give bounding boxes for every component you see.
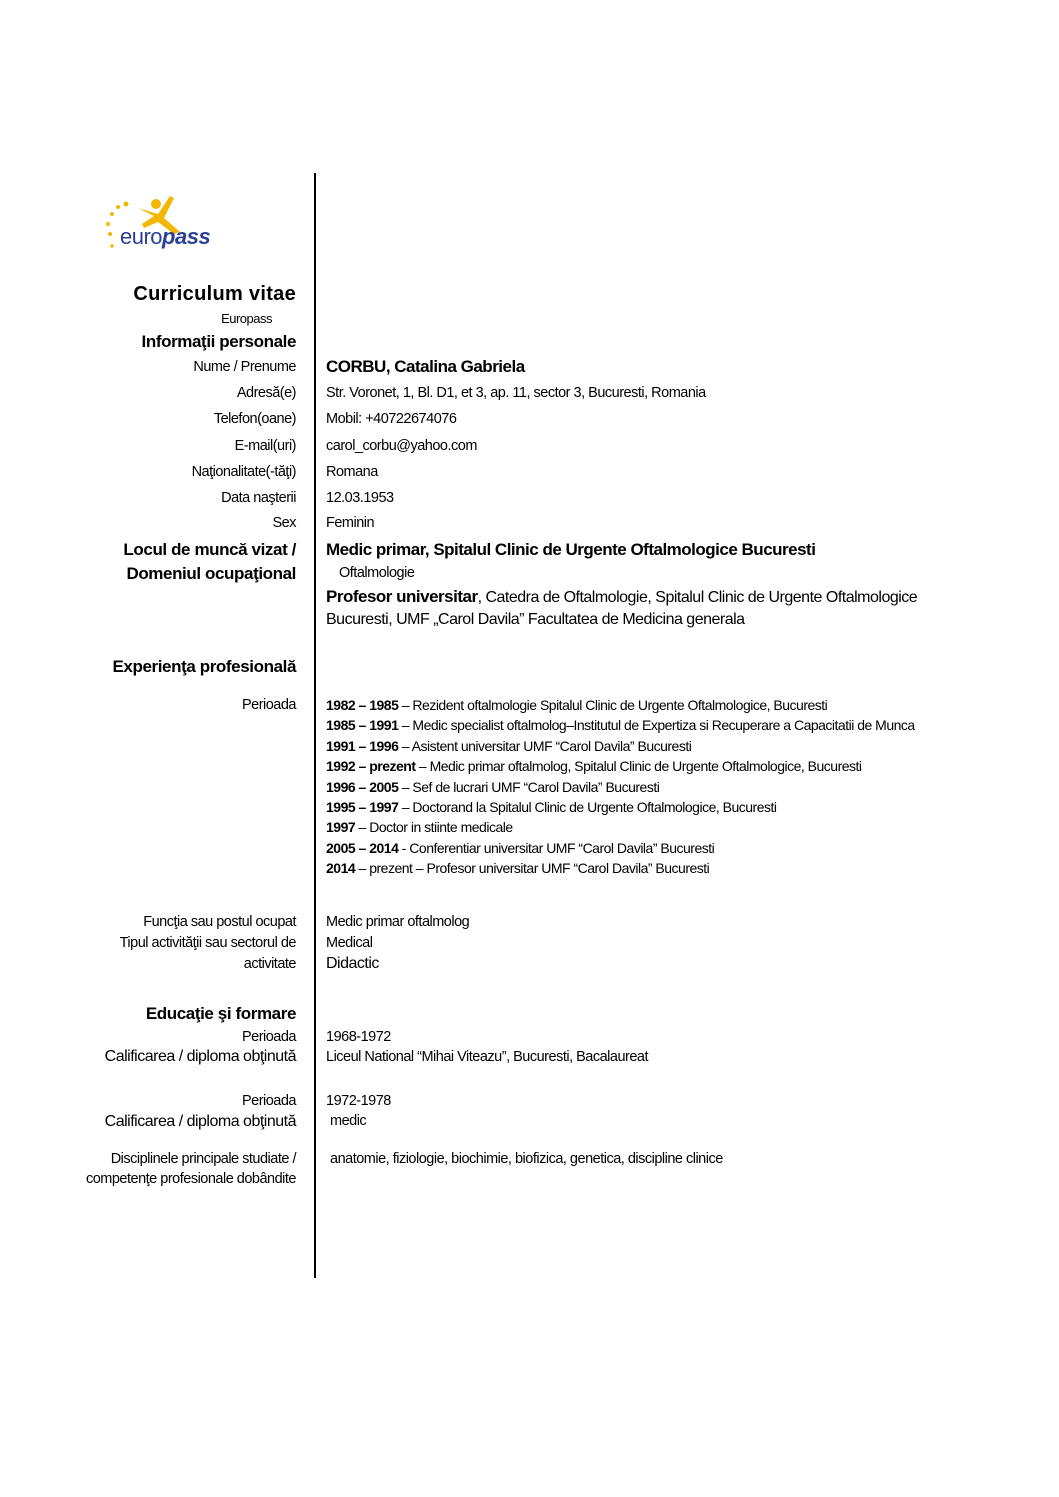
desired-job-label-1: Locul de muncă vizat / — [123, 540, 296, 559]
desired-job-line-4: Bucuresti, UMF „Carol Davila” Facultatea de Medicina generala — [326, 611, 745, 628]
experience-item — [326, 838, 915, 858]
desired-job-line-2: Oftalmologie — [339, 565, 415, 581]
sector-value-1: Medical — [326, 935, 373, 951]
phone-label: Telefon(oane) — [213, 411, 296, 427]
experience-item — [326, 736, 915, 756]
experience-years: 1996 – 2005 — [326, 778, 399, 795]
subjects-label-2: competenţe profesionale dobândite — [85, 1171, 296, 1187]
education-qualification-1: Liceul National “Mihai Viteazu”, Bucuresti, Bacalaureat — [326, 1049, 649, 1065]
column-divider — [314, 173, 316, 1278]
birth-value: 12.03.1953 — [326, 490, 394, 506]
experience-item — [326, 715, 915, 735]
education-period-2: 1972-1978 — [326, 1093, 391, 1109]
experience-description: – Sef de lucrari UMF “Carol Davila” Bucuresti — [398, 778, 660, 795]
experience-item — [326, 756, 915, 776]
address-value: Str. Voronet, 1, Bl. D1, et 3, ap. 11, sector 3, Bucuresti, Romania — [326, 385, 706, 401]
subjects-value: anatomie, fiziologie, biochimie, biofizica, genetica, discipline clinice — [330, 1151, 723, 1167]
name-label: Nume / Prenume — [193, 359, 296, 375]
experience-period-label: Perioada — [241, 697, 296, 713]
name-value: CORBU, Catalina Gabriela — [326, 357, 525, 376]
education-qualification-label-2: Calificarea / diploma obţinută — [104, 1113, 296, 1130]
experience-years: 1982 – 1985 — [326, 697, 399, 713]
position-value: Medic primar oftalmolog — [326, 914, 470, 930]
section-experience-heading: Experienţa profesională — [112, 657, 296, 676]
education-period-label-1: Perioada — [241, 1029, 296, 1045]
experience-item — [326, 817, 915, 837]
desired-job-line-1: Medic primar, Spitalul Clinic de Urgente Oftalmologice Bucuresti — [326, 540, 816, 559]
nationality-label: Naţionalitate(-tăţi) — [191, 464, 296, 480]
experience-years: 2014 — [326, 860, 356, 877]
education-period-1: 1968-1972 — [326, 1029, 391, 1045]
experience-description: – Medic primar oftalmolog, Spitalul Clinic de Urgente Oftalmologice, Bucuresti — [415, 758, 862, 775]
sector-label-2: activitate — [243, 956, 296, 972]
position-label: Funcţia sau postul ocupat — [143, 914, 296, 930]
address-label: Adresă(e) — [236, 385, 296, 401]
experience-years: 1995 – 1997 — [326, 799, 399, 816]
education-qualification-2: medic — [330, 1113, 367, 1129]
experience-years: 2005 – 2014 — [326, 839, 399, 856]
experience-description: – Medic specialist oftalmolog–Institutul de Expertiza si Recuperare a Capacitatii de Munca — [398, 717, 915, 734]
sector-label-1: Tipul activităţii sau sectorul de — [119, 935, 296, 951]
phone-value: Mobil: +40722674076 — [326, 411, 457, 427]
desired-job-title: Profesor universitar — [326, 587, 478, 606]
experience-item — [326, 777, 915, 797]
education-qualification-label-1: Calificarea / diploma obţinută — [104, 1048, 296, 1065]
experience-years: 1992 – prezent — [326, 758, 416, 775]
sex-value: Feminin — [326, 515, 375, 531]
cv-title: Curriculum vitae — [133, 283, 296, 305]
experience-years: 1991 – 1996 — [326, 737, 399, 754]
experience-item — [326, 695, 915, 715]
experience-description: – Doctorand la Spitalul Clinic de Urgente Oftalmologice, Bucuresti — [398, 799, 777, 816]
experience-description: – Rezident oftalmologie Spitalul Clinic de Urgente Oftalmologice, Bucuresti — [398, 697, 828, 713]
desired-job-label-2: Domeniul ocupaţional — [126, 564, 296, 583]
experience-description: – Asistent universitar UMF “Carol Davila” Bucuresti — [398, 737, 692, 754]
email-value[interactable]: carol_corbu@yahoo.com — [326, 438, 477, 454]
experience-years: 1997 — [326, 819, 356, 836]
europass-logo — [100, 188, 230, 258]
nationality-value: Romana — [326, 464, 378, 480]
experience-item — [326, 797, 915, 817]
europass-wordmark: europass — [120, 224, 211, 249]
experience-description: - Conferentiar universitar UMF “Carol Davila” Bucuresti — [398, 839, 715, 856]
experience-list — [326, 695, 915, 879]
sector-value-2: Didactic — [326, 955, 379, 972]
desired-job-detail: , Catedra de Oftalmologie, Spitalul Clinic de Urgente Oftalmologice — [477, 589, 918, 606]
experience-item — [326, 858, 915, 878]
section-education-heading: Educaţie şi formare — [145, 1004, 296, 1023]
desired-job-line-3 — [326, 587, 917, 608]
sex-label: Sex — [272, 515, 296, 531]
experience-years: 1985 – 1991 — [326, 717, 399, 734]
cv-subtitle: Europass — [221, 311, 272, 326]
section-personal-heading: Informaţii personale — [141, 332, 296, 351]
experience-description: – Doctor in stiinte medicale — [355, 819, 513, 836]
email-label: E-mail(uri) — [234, 438, 296, 454]
education-period-label-2: Perioada — [241, 1093, 296, 1109]
birth-label: Data naşterii — [221, 490, 296, 506]
experience-description: – prezent – Profesor universitar UMF “Carol Davila” Bucuresti — [355, 860, 710, 877]
subjects-label-1: Disciplinele principale studiate / — [110, 1151, 296, 1167]
